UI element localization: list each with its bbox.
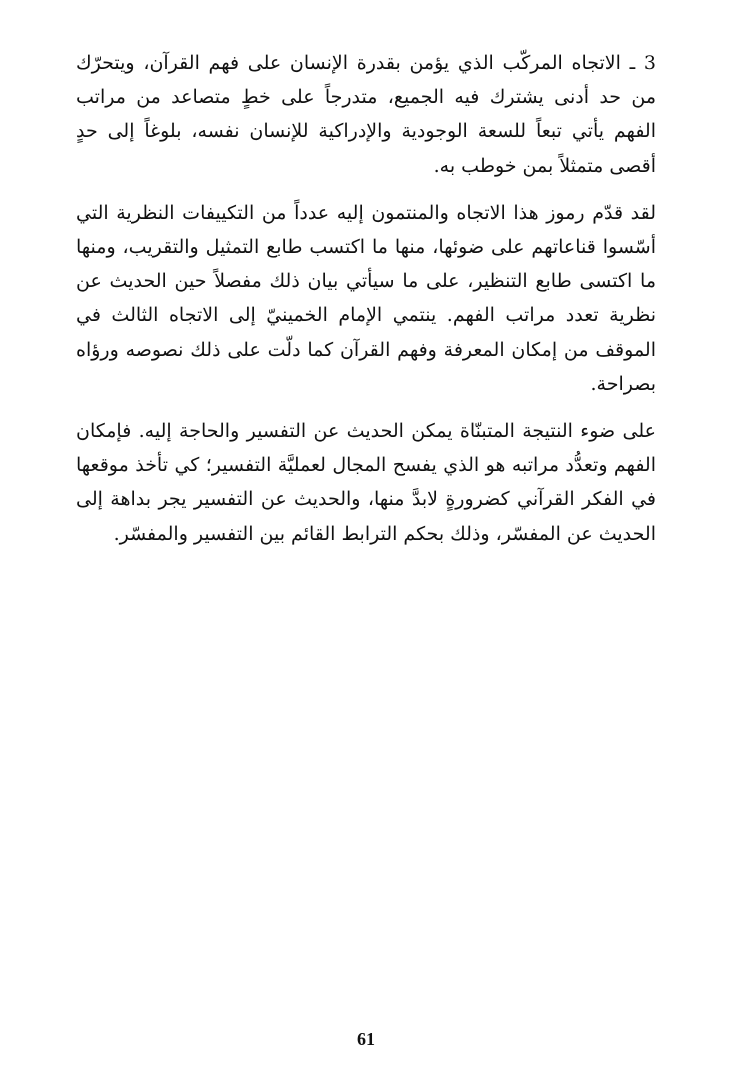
paragraph-3: على ضوء النتيجة المتبنّاة يمكن الحديث عن التفسير والحاجة إليه. فإمكان الفهم وتعدُّد مراتبه هو الذي يفسح المجال لعمليَّة التفسير؛ كي تأخذ موقعها في الفكر القرآني كضرورةٍ لابدَّ منها، والحديث عن التفسير يجر بداهة إلى الحديث عن المفسّر، وذلك بحكم الترابط القائم بين التفسير والمفسّر. <box>76 420 656 545</box>
paragraph-1: 3 ـ الاتجاه المركّب الذي يؤمن بقدرة الإنسان على فهم القرآن، ويتحرّك من حد أدنى يشترك فيه الجميع، متدرجاً على خطٍ متصاعد من مراتب الفهم يأتي تبعاً للسعة الوجودية والإدراكية للإنسان نفسه، بلوغاً إلى حدٍ أقصى متمثلاً بمن خوطب به. <box>76 52 656 177</box>
paragraph-2: لقد قدّم رموز هذا الاتجاه والمنتمون إليه عدداً من التكييفات النظرية التي أسّسوا قناعاتهم على ضوئها، منها ما اكتسب طابع التمثيل والتقريب، ومنها ما اكتسى طابع التنظير، على ما سيأتي بيان ذلك مفصلاً حين الحديث عن نظرية تعدد مراتب الفهم. ينتمي الإمام الخمينيّ إلى الاتجاه الثالث في الموقف من إمكان المعرفة وفهم القرآن كما دلّت على ذلك نصوصه ورؤاه بصراحة. <box>76 201 656 395</box>
body-text <box>76 46 656 564</box>
page-number: 61 <box>357 1029 375 1049</box>
